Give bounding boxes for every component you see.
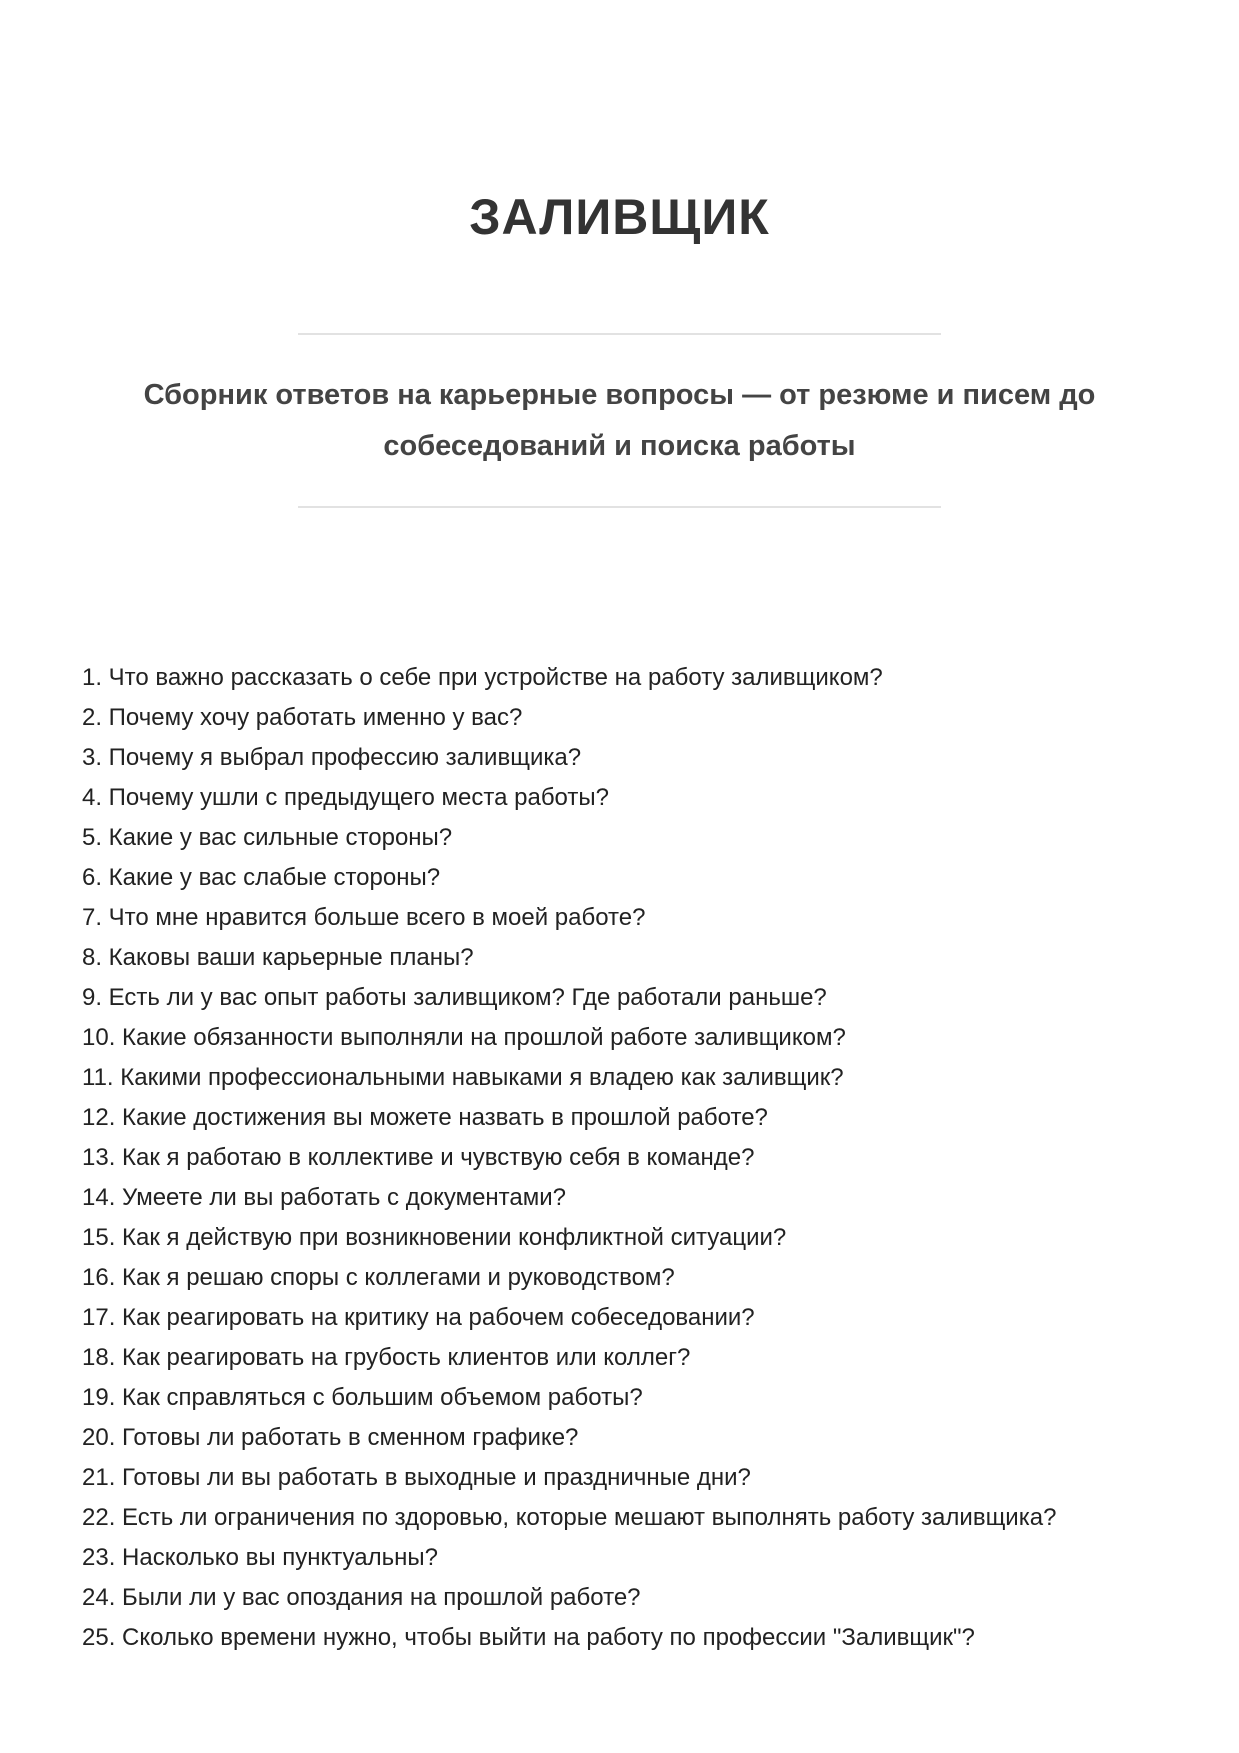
question-item: 15. Как я действую при возникновении конфликтной ситуации?	[82, 1224, 787, 1251]
question-item: 11. Какими профессиональными навыками я владею как заливщик?	[82, 1064, 844, 1091]
top-divider	[298, 333, 941, 335]
question-item: 5. Какие у вас сильные стороны?	[82, 824, 453, 851]
question-item: 6. Какие у вас слабые стороны?	[82, 864, 441, 891]
question-item: 12. Какие достижения вы можете назвать в прошлой работе?	[82, 1104, 768, 1131]
question-item: 10. Какие обязанности выполняли на прошлой работе заливщиком?	[82, 1024, 846, 1051]
question-item: 18. Как реагировать на грубость клиентов или коллег?	[82, 1344, 691, 1371]
question-item: 4. Почему ушли с предыдущего места работы?	[82, 784, 609, 811]
question-item: 3. Почему я выбрал профессию заливщика?	[82, 744, 582, 771]
question-item: 14. Умеете ли вы работать с документами?	[82, 1184, 566, 1211]
question-item: 25. Сколько времени нужно, чтобы выйти на работу по профессии "Заливщик"?	[82, 1624, 975, 1651]
page-subtitle: Сборник ответов на карьерные вопросы — от резюме и писем до собеседований и поиска работы	[143, 379, 1096, 462]
question-item: 9. Есть ли у вас опыт работы заливщиком? Где работали раньше?	[82, 984, 827, 1011]
question-item: 17. Как реагировать на критику на рабочем собеседовании?	[82, 1304, 755, 1331]
question-list	[82, 658, 1162, 1658]
page-title: ЗАЛИВЩИК	[469, 189, 770, 245]
question-item: 16. Как я решаю споры с коллегами и руководством?	[82, 1264, 675, 1291]
question-item: 21. Готовы ли вы работать в выходные и праздничные дни?	[82, 1464, 751, 1491]
question-item: 7. Что мне нравится больше всего в моей работе?	[82, 904, 646, 931]
question-item: 24. Были ли у вас опоздания на прошлой работе?	[82, 1584, 641, 1611]
bottom-divider	[298, 506, 941, 508]
question-item: 2. Почему хочу работать именно у вас?	[82, 704, 523, 731]
question-item: 1. Что важно рассказать о себе при устройстве на работу заливщиком?	[82, 664, 883, 691]
question-item: 13. Как я работаю в коллективе и чувствую себя в команде?	[82, 1144, 755, 1171]
question-item: 22. Есть ли ограничения по здоровью, которые мешают выполнять работу заливщика?	[82, 1504, 1057, 1531]
question-item: 8. Каковы ваши карьерные планы?	[82, 944, 474, 971]
question-item: 23. Насколько вы пунктуальны?	[82, 1544, 438, 1571]
question-item: 20. Готовы ли работать в сменном графике?	[82, 1424, 579, 1451]
question-item: 19. Как справляться с большим объемом работы?	[82, 1384, 643, 1411]
